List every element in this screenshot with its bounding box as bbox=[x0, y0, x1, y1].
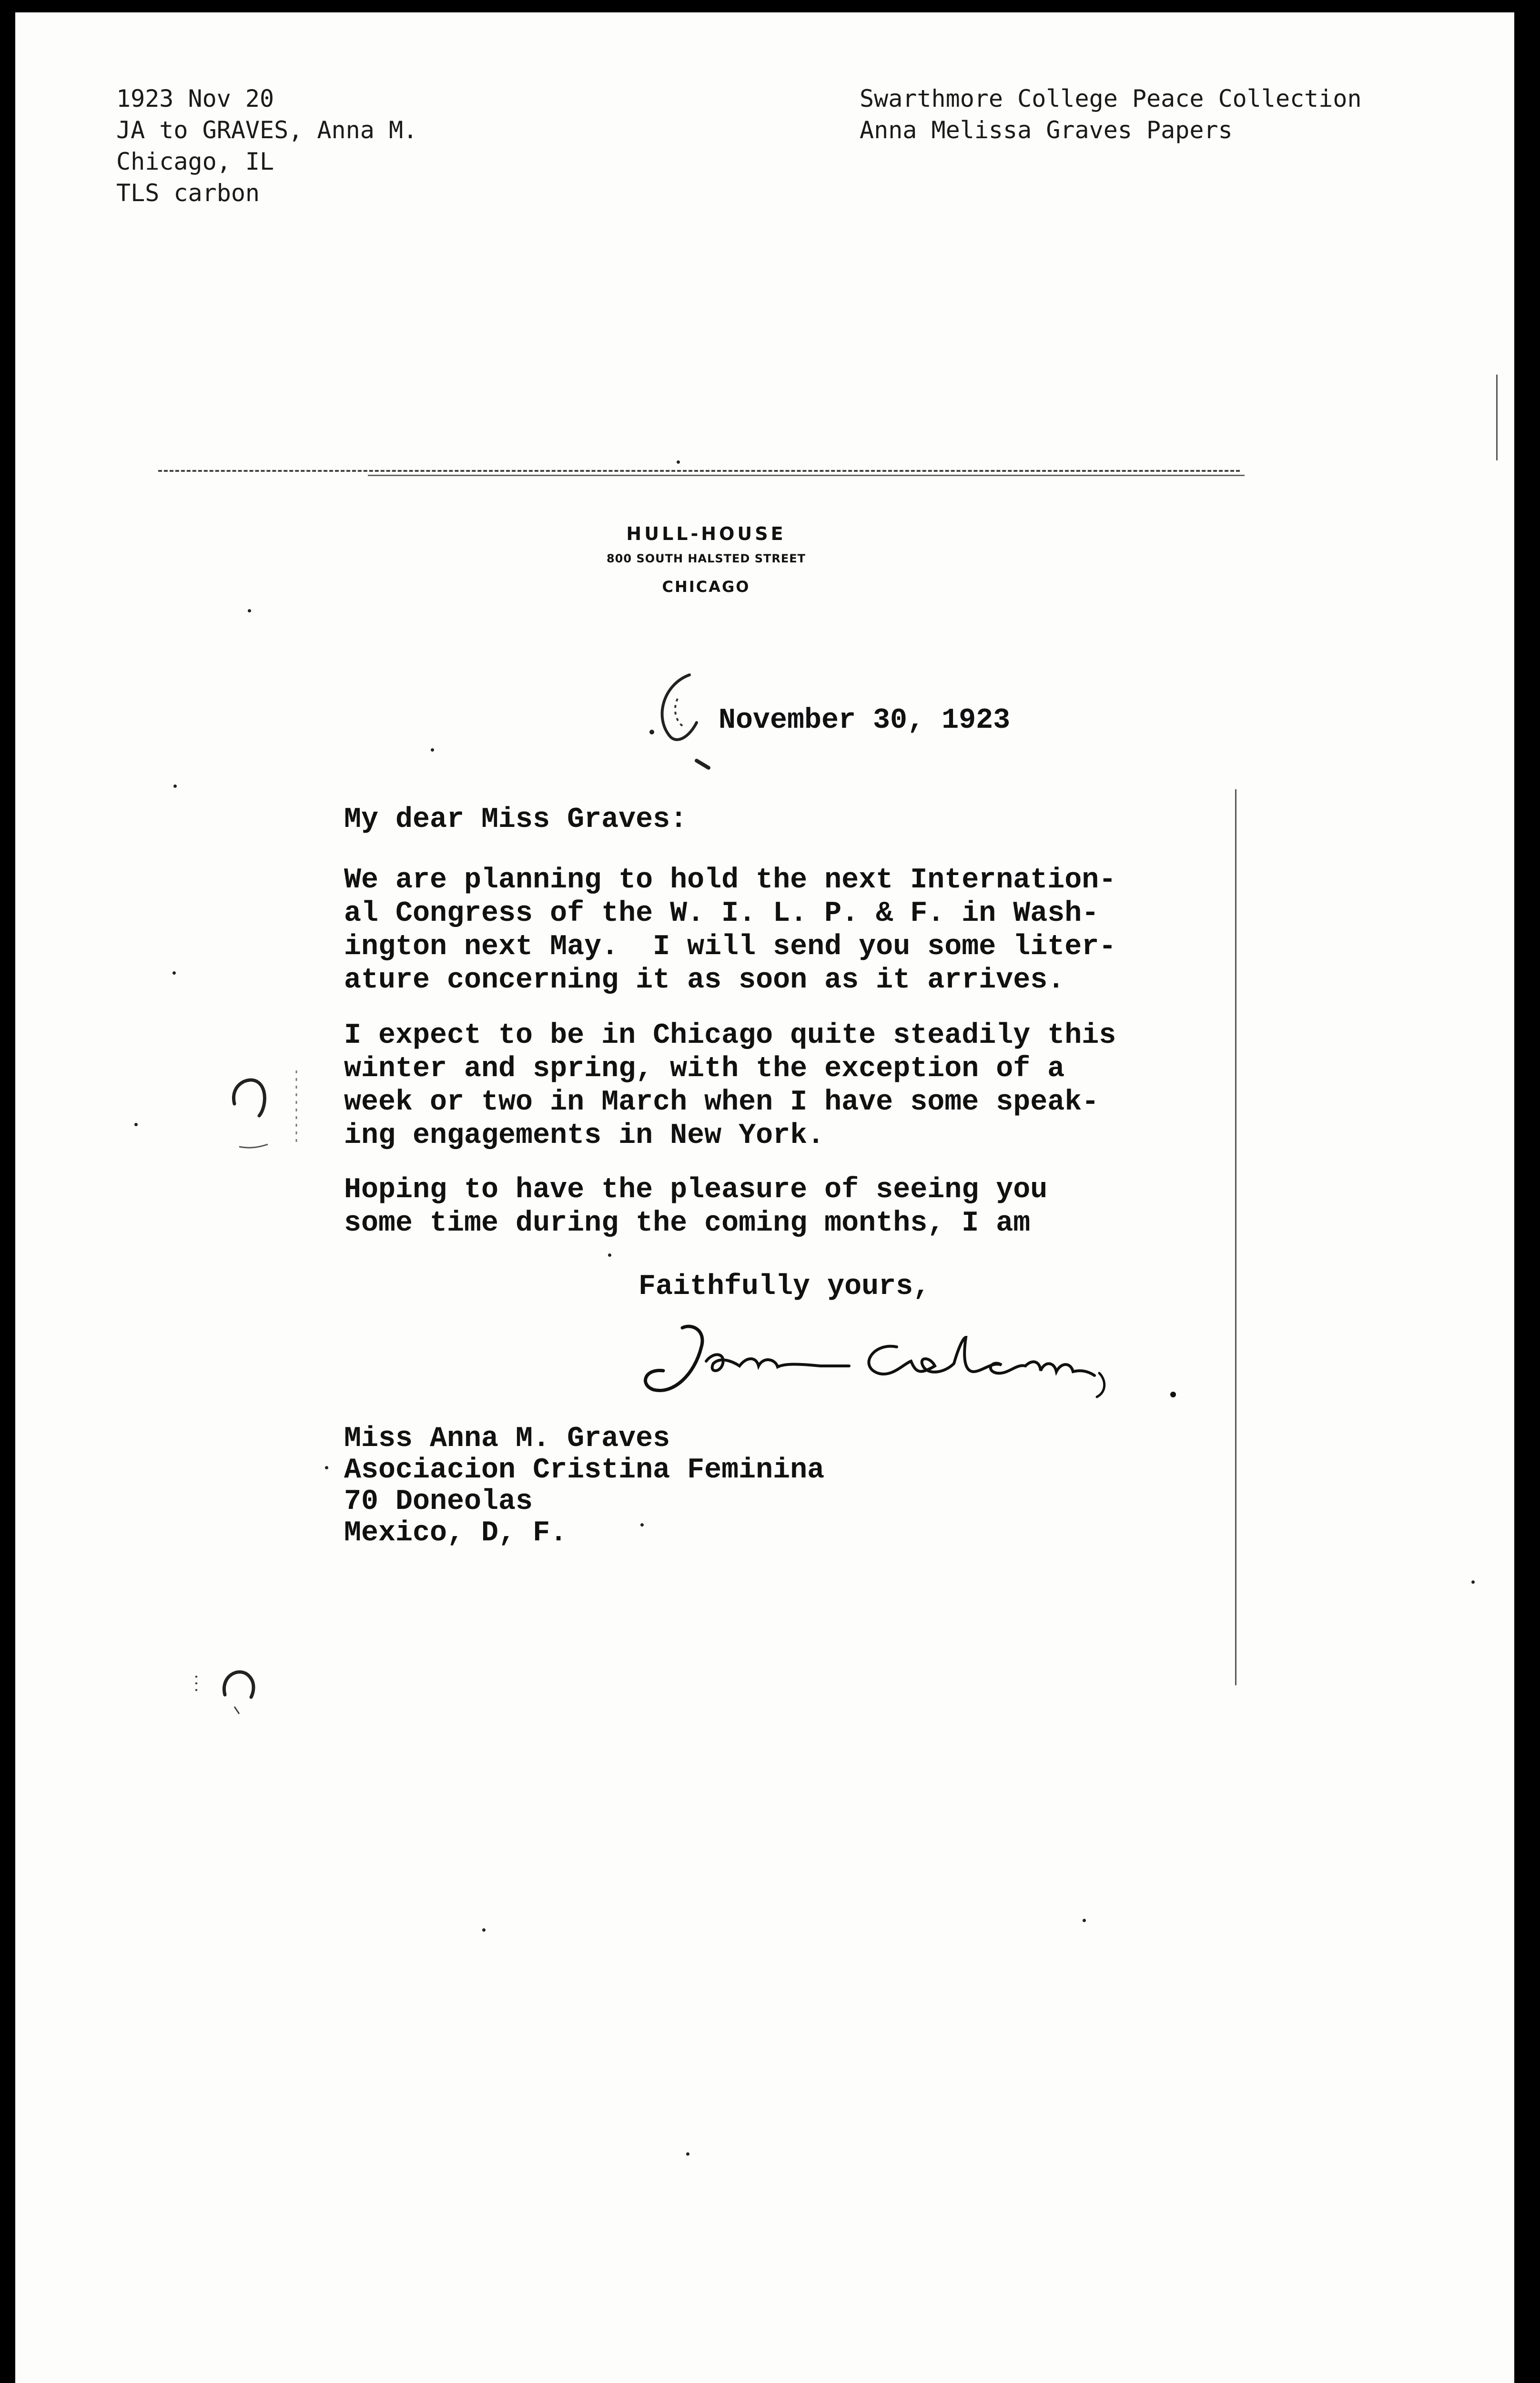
recipient-organization: Asociacion Cristina Feminina bbox=[344, 1454, 825, 1487]
recipient-street: 70 Doneolas bbox=[344, 1486, 533, 1518]
archive-date: 1923 Nov 20 bbox=[116, 85, 274, 112]
ink-speck bbox=[325, 1466, 328, 1469]
ink-speck bbox=[608, 1253, 611, 1257]
punch-hole-bottom-icon bbox=[168, 1642, 292, 1728]
archive-format: TLS carbon bbox=[116, 179, 260, 207]
archive-collection: Swarthmore College Peace Collection bbox=[860, 85, 1362, 112]
archive-place: Chicago, IL bbox=[116, 148, 274, 175]
ink-speck bbox=[1083, 1919, 1086, 1922]
ink-speck bbox=[677, 460, 680, 464]
body-paragraph-2: I expect to be in Chicago quite steadily this winter and spring, with the exception of a week or two in March when I have some speak- ing engagements in New York. bbox=[344, 1019, 1116, 1152]
letterhead-city: CHICAGO bbox=[662, 578, 750, 596]
ink-speck bbox=[134, 1123, 138, 1126]
ink-speck bbox=[172, 971, 176, 975]
archive-metadata bbox=[116, 83, 417, 209]
ink-speck bbox=[1471, 1580, 1475, 1584]
signature-jane-addams bbox=[630, 1318, 1202, 1414]
letterhead-name: HULL-HOUSE bbox=[626, 523, 786, 544]
recipient-name: Miss Anna M. Graves bbox=[344, 1423, 670, 1455]
ink-speck bbox=[173, 784, 177, 788]
letter-sheet bbox=[15, 12, 1514, 2383]
letterhead-rule bbox=[158, 470, 1240, 472]
recipient-address bbox=[344, 1423, 824, 1549]
page-edge-tick bbox=[1496, 375, 1498, 460]
ink-speck bbox=[431, 748, 434, 752]
letter-date: November 30, 1923 bbox=[719, 704, 1011, 737]
recipient-city: Mexico, D, F. bbox=[344, 1517, 567, 1549]
ink-speck bbox=[482, 1928, 486, 1932]
archive-source bbox=[860, 83, 1362, 146]
salutation: My dear Miss Graves: bbox=[344, 804, 688, 836]
pencil-mark-icon bbox=[644, 665, 720, 780]
archive-papers: Anna Melissa Graves Papers bbox=[860, 116, 1233, 144]
punch-hole-top-icon bbox=[206, 1051, 311, 1166]
body-paragraph-1: We are planning to hold the next Internation- al Congress of the W. I. L. P. & F. in Wash- ington next May. I will send you some liter- ature concerning it as soon as it arrives. bbox=[344, 864, 1116, 997]
ink-speck bbox=[640, 1523, 644, 1527]
body-paragraph-3: Hoping to have the pleasure of seeing you some time during the coming months, I am bbox=[344, 1174, 1048, 1240]
ink-speck bbox=[686, 2152, 689, 2156]
letterhead-rule-inner bbox=[368, 475, 1245, 476]
letterhead-street: 800 SOUTH HALSTED STREET bbox=[606, 552, 806, 565]
ink-speck bbox=[248, 609, 251, 612]
page-edge-line bbox=[1235, 789, 1236, 1685]
closing: Faithfully yours, bbox=[638, 1271, 931, 1303]
archive-correspondents: JA to GRAVES, Anna M. bbox=[116, 116, 418, 144]
